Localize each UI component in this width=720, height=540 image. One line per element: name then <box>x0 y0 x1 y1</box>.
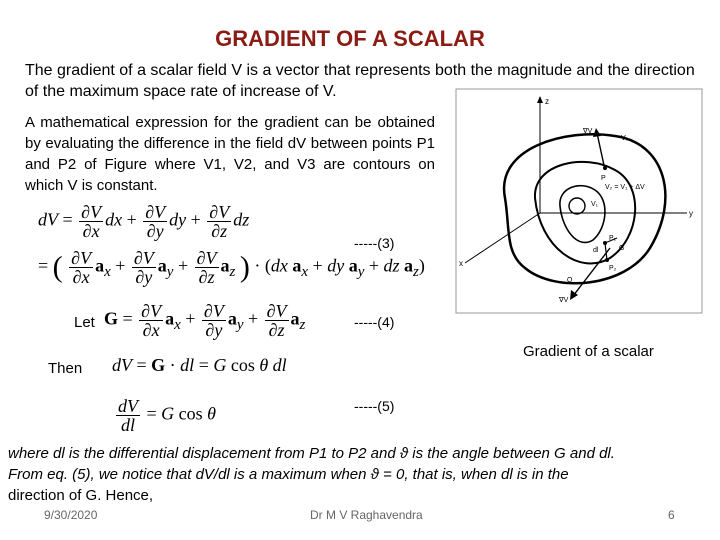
label-grad-top: ∇V <box>583 128 593 135</box>
equation-dv-dot: dV = G · dl = G cos θ dl <box>112 355 287 375</box>
bottom-line-2: From eq. (5), we notice that dV/dl is a maximum when ϑ = 0, that is, when dl is in the <box>8 466 569 483</box>
equation-5-marker: -----(5) <box>354 398 395 414</box>
label-p1: P₁ <box>609 235 617 242</box>
equation-dv-dl: $\frac{dV}{dl}$ = G cos θ <box>118 396 216 435</box>
boxed-paragraph-text: A mathematical expression for the gradient can be obtained by evaluating the difference in the field dV between points P1 and P2 of Figure where V1, V2, and V3 are contours on which V is constant. <box>25 114 435 194</box>
point-p <box>603 166 607 170</box>
label-v-eq: V₂ = V₁ + ΔV <box>605 184 645 191</box>
bottom-paragraph <box>8 443 708 506</box>
then-label: Then <box>48 360 83 377</box>
boxed-paragraph <box>25 112 435 196</box>
label-grad-bottom: ∇V <box>559 297 569 304</box>
label-q: Q <box>567 277 573 284</box>
label-v3: V₃ <box>621 135 629 142</box>
bottom-line-1: where dl is the differential displacement from P1 to P2 and ϑ is the angle between G and dl. <box>8 445 615 462</box>
let-label: Let <box>74 314 95 331</box>
equation-4-marker: -----(4) <box>354 314 395 330</box>
label-x: x <box>459 259 463 268</box>
equation-3-marker: -----(3) <box>354 235 395 251</box>
footer-author: Dr M V Raghavendra <box>310 508 423 522</box>
slide-title: GRADIENT OF A SCALAR <box>215 26 485 51</box>
equation-dv-expansion: dV = $\frac{\partial V}{\partial x}$ dx + $\frac{\partial V}{\partial y}$ dy + $\frac{\partial V}{\partial z}$ dz <box>38 202 250 241</box>
footer-date: 9/30/2020 <box>44 508 98 522</box>
bottom-line-3: direction of G. Hence, <box>8 487 154 504</box>
label-v1: V₁ <box>591 201 599 208</box>
intro-paragraph: The gradient of a scalar field V is a vector that represents both the magnitude and the direction of the maximum space rate of increase of V. <box>25 62 695 100</box>
label-g: G <box>619 245 625 252</box>
footer-page-number: 6 <box>668 508 675 522</box>
equation-dot-product: = ( $\frac{\partial V}{\partial x}$ $a_x$ + $\frac{\partial V}{\partial y}$ $a_y$ + $\frac{\partial V}{\partial z}$ $a_z$ ) · (dx $a_x$ + dy $a_y$ + dz $a_z$) <box>38 248 425 287</box>
label-z: z <box>545 97 549 106</box>
label-dl: dl <box>593 247 599 254</box>
equation-gradient-definition: G = $\frac{\partial V}{\partial x}$ $a_x$ + $\frac{\partial V}{\partial y}$ $a_y$ + $\frac{\partial V}{\partial z}$ $a_z$ <box>104 301 306 340</box>
label-p: P <box>601 175 606 182</box>
figure-caption: Gradient of a scalar <box>523 343 654 360</box>
gradient-figure <box>455 88 703 314</box>
label-p2: P₂ <box>609 265 617 272</box>
label-y: y <box>689 209 693 218</box>
